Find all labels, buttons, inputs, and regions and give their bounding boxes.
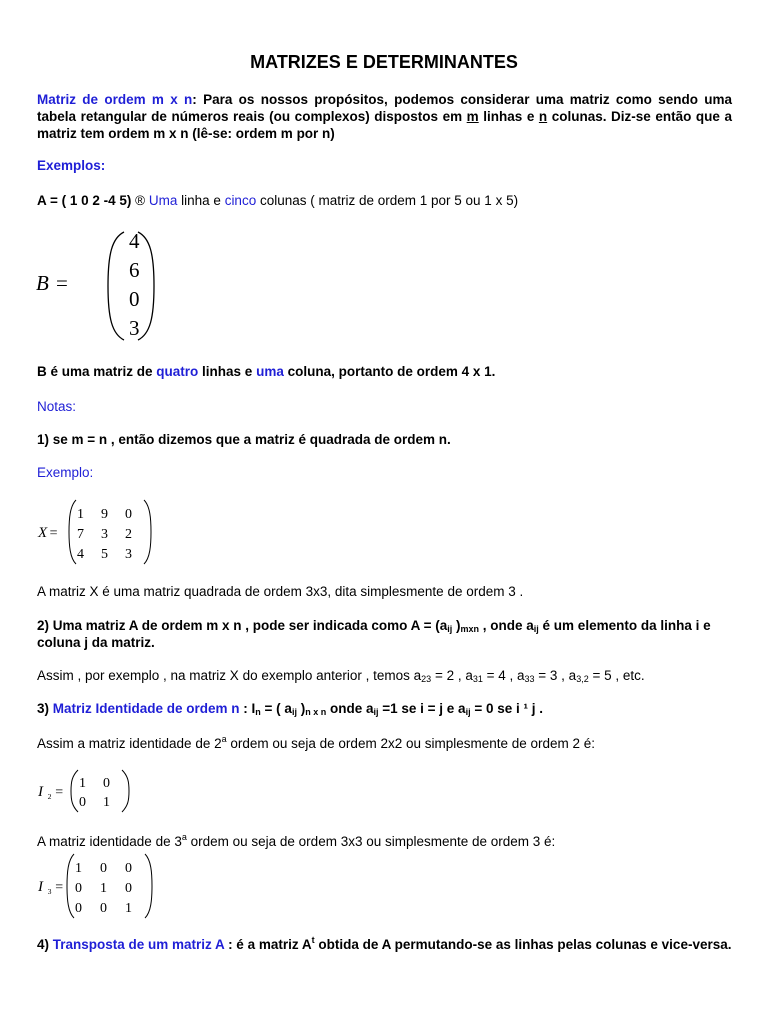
- svg-i3-label-sub: 3: [47, 887, 52, 896]
- svg-i2-label-sub: 2: [47, 792, 52, 801]
- note-3: 3) Matriz Identidade de ordem n : $I_n$ = ( $a_{ij}$ )$_{n x n}$ onde $a_{ij} =1$ se i = j e $a_{ij} = 0$ se i ¹ j .: [37, 701, 544, 717]
- svg-x-cell: 7: [77, 527, 84, 542]
- svg-i3-equals: =: [55, 880, 64, 895]
- svg-x-cell: 3: [125, 547, 132, 562]
- svg-i3-cell: 0: [75, 901, 82, 916]
- example-b-line: B é uma matriz de quatro linhas e uma coluna, portanto de ordem 4 x 1.: [37, 364, 496, 379]
- svg-i3-cell: 1: [75, 861, 82, 876]
- matrix-b-equals: =: [56, 271, 68, 295]
- svg-i3-cell: 0: [100, 861, 107, 876]
- svg-i3-cell: 0: [100, 901, 107, 916]
- examples-heading: Exemplos:: [37, 158, 106, 173]
- matrix-i2: [38, 768, 128, 814]
- note-4: 4) Transposta de um matriz A : é a matriz $A^t$ obtida de A permutando-se as linhas pelas colunas e vice-versa.: [37, 935, 732, 952]
- note-2-example: Assim , por exemplo , na matriz X do exemplo anterior , temos $a_{23} = 2$ , $a_{31} = 4$ , $a_{33} = 3$ , $a_{3,2} = 5$ , etc.: [37, 668, 645, 684]
- matrix-x: [38, 498, 148, 568]
- svg-i2-label: I: [38, 784, 43, 800]
- svg-i3-right-paren: [145, 854, 152, 918]
- example-heading: Exemplo:: [37, 465, 94, 480]
- svg-i2-cell: 1: [103, 795, 110, 810]
- svg-x-cell: 5: [101, 547, 108, 562]
- svg-x-cell: 3: [101, 527, 108, 542]
- matrix-i3: [38, 852, 138, 920]
- svg-i3-cell: 0: [75, 881, 82, 896]
- identity-2-text: Assim a matriz identidade de 2$^a$ ordem ou seja de ordem 2x2 ou simplesmente de ordem 2 é:: [37, 734, 596, 751]
- note-1: 1) se m = n , então dizemos que a matriz é quadrada de ordem n.: [37, 432, 451, 447]
- svg-x-cell: 9: [101, 507, 108, 522]
- svg-i2-equals: =: [55, 785, 64, 800]
- svg-i2-cell: 1: [79, 776, 86, 791]
- svg-i2-cell: 0: [103, 776, 110, 791]
- identity-3-text: A matriz identidade de 3$^a$ ordem ou seja de ordem 3x3 ou simplesmente de ordem 3 é:: [37, 832, 556, 849]
- svg-x-left-paren: [69, 500, 76, 564]
- svg-i3-cell: 0: [125, 881, 132, 896]
- page-title: MATRIZES E DETERMINANTES: [250, 52, 518, 72]
- matrix-b-value: 0: [129, 287, 140, 311]
- matrix-b-value: 6: [129, 258, 140, 282]
- intro-term: Matriz de ordem m x n: [37, 92, 193, 107]
- matrix-b-value: 3: [129, 316, 140, 340]
- notes-heading: Notas:: [37, 399, 77, 414]
- matrix-b-right-paren: [138, 232, 154, 340]
- svg-i2-cell: 0: [79, 795, 86, 810]
- svg-i2-right-paren: [122, 770, 129, 812]
- svg-x-label: X: [38, 525, 48, 541]
- matrix-b-label: B: [36, 271, 49, 295]
- svg-x-cell: 4: [77, 547, 84, 562]
- svg-x-cell: 1: [77, 507, 84, 522]
- note-2: 2) Uma matriz A de ordem m x n , pode ser indicada como $A = (a_{ij}$ )$_{mxn}$ , onde $a_{ij}$ é um elemento da linha i e coluna j da matriz.: [37, 618, 711, 650]
- svg-i3-left-paren: [67, 854, 74, 918]
- matrix-b-value: 4: [129, 229, 140, 253]
- svg-i2-left-paren: [71, 770, 78, 812]
- svg-x-right-paren: [144, 500, 151, 564]
- matrix-x-description: A matriz X é uma matriz quadrada de ordem 3x3, dita simplesmente de ordem 3 .: [37, 584, 524, 599]
- svg-i3-cell: 0: [125, 861, 132, 876]
- svg-i3-cell: 1: [100, 881, 107, 896]
- matrix-b-left-paren: [108, 232, 124, 340]
- matrix-b: [36, 226, 160, 346]
- svg-i3-label: I: [38, 879, 43, 895]
- svg-x-cell: 0: [125, 507, 132, 522]
- svg-i3-cell: 1: [125, 901, 132, 916]
- example-a-line: A = ( 1 0 2 -4 5) ® Uma linha e cinco colunas ( matriz de ordem 1 por 5 ou 1 x 5): [37, 193, 519, 208]
- intro-paragraph: Matriz de ordem m x n: Para os nossos propósitos, podemos considerar uma matriz como sendo uma tabela retangular de números reais (ou complexos) dispostos em m linhas e n colunas. Diz-se então que a matriz tem ordem m x n (lê-se: ordem m por n): [37, 92, 732, 141]
- svg-x-equals: =: [49, 526, 58, 541]
- svg-x-cell: 2: [125, 527, 132, 542]
